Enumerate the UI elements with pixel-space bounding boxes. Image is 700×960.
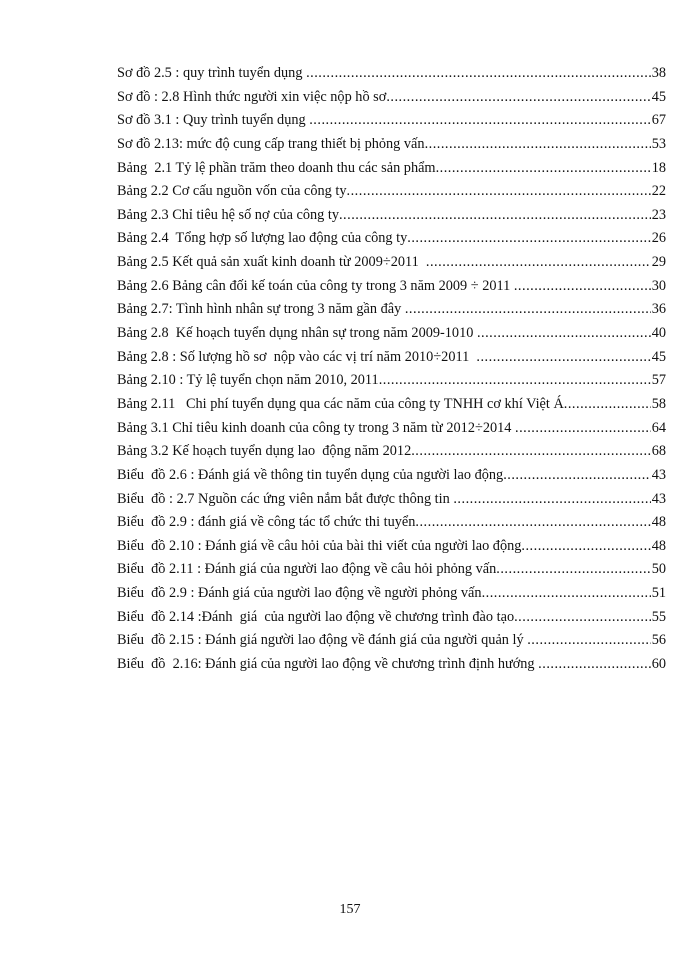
dot-leader bbox=[476, 346, 650, 370]
toc-entry[interactable] bbox=[117, 558, 666, 582]
dot-leader bbox=[503, 464, 651, 488]
toc-entry-page-number: 67 bbox=[651, 112, 666, 129]
toc-entry[interactable] bbox=[117, 488, 666, 512]
toc-entry-page-number: 48 bbox=[651, 537, 666, 554]
toc-entry[interactable] bbox=[117, 157, 666, 181]
toc-entry-title: Sơ đồ 2.13: mức độ cung cấp trang thiết bị phỏng vấn bbox=[117, 135, 425, 152]
dot-leader bbox=[538, 653, 651, 677]
toc-entry-title: Bảng 2.1 Tỷ lệ phần trăm theo doanh thu các sản phẩm bbox=[117, 159, 436, 176]
dot-leader bbox=[379, 369, 651, 393]
toc-entry-page-number: 57 bbox=[651, 372, 666, 389]
toc-entry-title: Biểu đồ 2.16: Đánh giá của người lao động về chương trình định hướng bbox=[117, 656, 539, 673]
toc-entry-title: Bảng 2.11 Chi phí tuyển dụng qua các năm của công ty TNHH cơ khí Việt Á bbox=[117, 395, 564, 412]
toc-entry-title: Sơ đồ 2.5 : quy trình tuyển dụng bbox=[117, 65, 307, 81]
toc-entry-title: Sơ đồ : 2.8 Hình thức người xin việc nộp hồ sơ bbox=[117, 88, 387, 105]
toc-entry-page-number: 45 bbox=[651, 88, 666, 105]
toc-entry[interactable] bbox=[117, 346, 666, 370]
toc-entry[interactable] bbox=[117, 511, 666, 535]
dot-leader bbox=[521, 535, 650, 559]
dot-leader bbox=[405, 298, 651, 322]
toc-entry-page-number: 45 bbox=[651, 348, 666, 365]
toc-entry[interactable] bbox=[117, 133, 666, 157]
toc-entry-page-number: 43 bbox=[651, 490, 666, 507]
dot-leader bbox=[477, 322, 651, 346]
toc-entry-page-number: 22 bbox=[651, 183, 666, 200]
toc-entry-page-number: 26 bbox=[651, 230, 666, 247]
toc-entry[interactable] bbox=[117, 653, 666, 677]
toc-entry[interactable] bbox=[117, 417, 666, 441]
toc-entry[interactable] bbox=[117, 629, 666, 653]
toc-entry-page-number: 40 bbox=[651, 325, 666, 342]
dot-leader bbox=[564, 393, 651, 417]
toc-entry[interactable] bbox=[117, 322, 666, 346]
toc-entry[interactable] bbox=[117, 535, 666, 559]
toc-entry-page-number: 48 bbox=[651, 514, 666, 531]
toc-entry-title: Bảng 2.4 Tổng hợp số lượng lao động của công ty bbox=[117, 230, 408, 247]
toc-entry-page-number: 18 bbox=[651, 159, 666, 176]
toc-entry-page-number: 53 bbox=[651, 135, 666, 152]
toc-entry-title: Biểu đồ 2.15 : Đánh giá người lao động về đánh giá của người quản lý bbox=[117, 632, 528, 649]
toc-entry[interactable] bbox=[117, 298, 666, 322]
dot-leader bbox=[436, 157, 651, 181]
toc-entry-page-number: 43 bbox=[651, 466, 666, 483]
toc-entry-page-number: 55 bbox=[651, 608, 666, 625]
toc-entry-title: Biểu đồ 2.9 : đánh giá về công tác tổ chức thi tuyển bbox=[117, 514, 416, 531]
dot-leader bbox=[407, 227, 650, 251]
dot-leader bbox=[527, 629, 650, 653]
toc-entry-title: Bảng 2.8 : Số lượng hồ sơ nộp vào các vị trí năm 2010÷2011 bbox=[117, 348, 477, 365]
dot-leader bbox=[415, 511, 650, 535]
toc-entry-title: Sơ đồ 3.1 : Quy trình tuyển dụng bbox=[117, 112, 310, 129]
dot-leader bbox=[515, 417, 651, 441]
dot-leader bbox=[347, 180, 651, 204]
dot-leader bbox=[411, 440, 650, 464]
dot-leader bbox=[453, 488, 650, 512]
toc-entry-page-number: 30 bbox=[651, 277, 666, 294]
toc-entry-page-number: 29 bbox=[651, 254, 666, 271]
toc-entry-page-number: 38 bbox=[651, 65, 666, 81]
toc-entry[interactable] bbox=[117, 180, 666, 204]
dot-leader bbox=[426, 251, 651, 275]
toc-entry[interactable] bbox=[117, 227, 666, 251]
toc-entry-title: Bảng 2.3 Chỉ tiêu hệ số nợ của công ty bbox=[117, 206, 339, 223]
toc-entry-page-number: 50 bbox=[651, 561, 666, 578]
toc-entry-title: Biểu đồ 2.14 :Đánh giá của người lao động về chương trình đào tạo bbox=[117, 608, 515, 625]
toc-entry-page-number: 58 bbox=[651, 395, 666, 412]
toc-entry[interactable] bbox=[117, 204, 666, 228]
toc-entry-title: Bảng 2.8 Kế hoạch tuyển dụng nhân sự trong năm 2009-1010 bbox=[117, 325, 477, 342]
dot-leader bbox=[386, 86, 650, 110]
toc-entry-page-number: 60 bbox=[651, 656, 666, 673]
toc-entry[interactable] bbox=[117, 606, 666, 630]
toc-entry[interactable] bbox=[117, 393, 666, 417]
toc-entry[interactable] bbox=[117, 464, 666, 488]
dot-leader bbox=[339, 204, 651, 228]
toc-entry-title: Bảng 3.1 Chỉ tiêu kinh doanh của công ty trong 3 năm từ 2012÷2014 bbox=[117, 419, 515, 436]
toc-entry-page-number: 68 bbox=[651, 443, 666, 460]
toc-entry-title: Bảng 2.7: Tình hình nhân sự trong 3 năm gần đây bbox=[117, 301, 405, 318]
dot-leader bbox=[514, 275, 651, 299]
toc-entry[interactable] bbox=[117, 251, 666, 275]
toc-entry[interactable] bbox=[117, 582, 666, 606]
toc-entry-page-number: 51 bbox=[651, 585, 666, 602]
toc-entry[interactable] bbox=[117, 275, 666, 299]
toc-entry-page-number: 23 bbox=[651, 206, 666, 223]
dot-leader bbox=[496, 558, 650, 582]
toc-entry-title: Biểu đồ : 2.7 Nguồn các ứng viên nắm bắt được thông tin bbox=[117, 490, 454, 507]
toc-entry-page-number: 36 bbox=[651, 301, 666, 318]
dot-leader bbox=[514, 606, 651, 630]
toc-entry-title: Bảng 2.2 Cơ cấu nguồn vốn của công ty bbox=[117, 183, 347, 200]
toc-entry-page-number: 56 bbox=[651, 632, 666, 649]
table-of-figures-list bbox=[117, 62, 666, 677]
toc-entry-title: Biểu đồ 2.6 : Đánh giá về thông tin tuyển dụng của người lao động bbox=[117, 466, 504, 483]
toc-entry-title: Biểu đồ 2.10 : Đánh giá về câu hỏi của bài thi viết của người lao động bbox=[117, 537, 522, 554]
toc-entry-title: Bảng 3.2 Kế hoạch tuyển dụng lao động năm 2012 bbox=[117, 443, 412, 460]
toc-entry-page-number: 64 bbox=[651, 419, 666, 436]
dot-leader bbox=[482, 582, 651, 606]
toc-entry-title: Biểu đồ 2.11 : Đánh giá của người lao động về câu hỏi phỏng vấn bbox=[117, 561, 497, 578]
page-number: 157 bbox=[339, 902, 361, 917]
toc-entry[interactable] bbox=[117, 109, 666, 133]
toc-entry[interactable] bbox=[117, 86, 666, 110]
toc-entry-title: Biểu đồ 2.9 : Đánh giá của người lao động về người phỏng vấn bbox=[117, 585, 482, 602]
dot-leader bbox=[309, 109, 650, 133]
dot-leader bbox=[425, 133, 651, 157]
toc-entry-title: Bảng 2.5 Kết quả sản xuất kinh doanh từ 2009÷2011 bbox=[117, 254, 426, 271]
dot-leader bbox=[306, 62, 651, 86]
toc-entry[interactable] bbox=[117, 369, 666, 393]
toc-entry[interactable] bbox=[117, 440, 666, 464]
toc-entry-title: Bảng 2.6 Bảng cân đối kế toán của công ty trong 3 năm 2009 ÷ 2011 bbox=[117, 277, 514, 294]
toc-entry[interactable] bbox=[117, 62, 666, 86]
toc-entry-title: Bảng 2.10 : Tỷ lệ tuyển chọn năm 2010, 2011 bbox=[117, 372, 379, 389]
